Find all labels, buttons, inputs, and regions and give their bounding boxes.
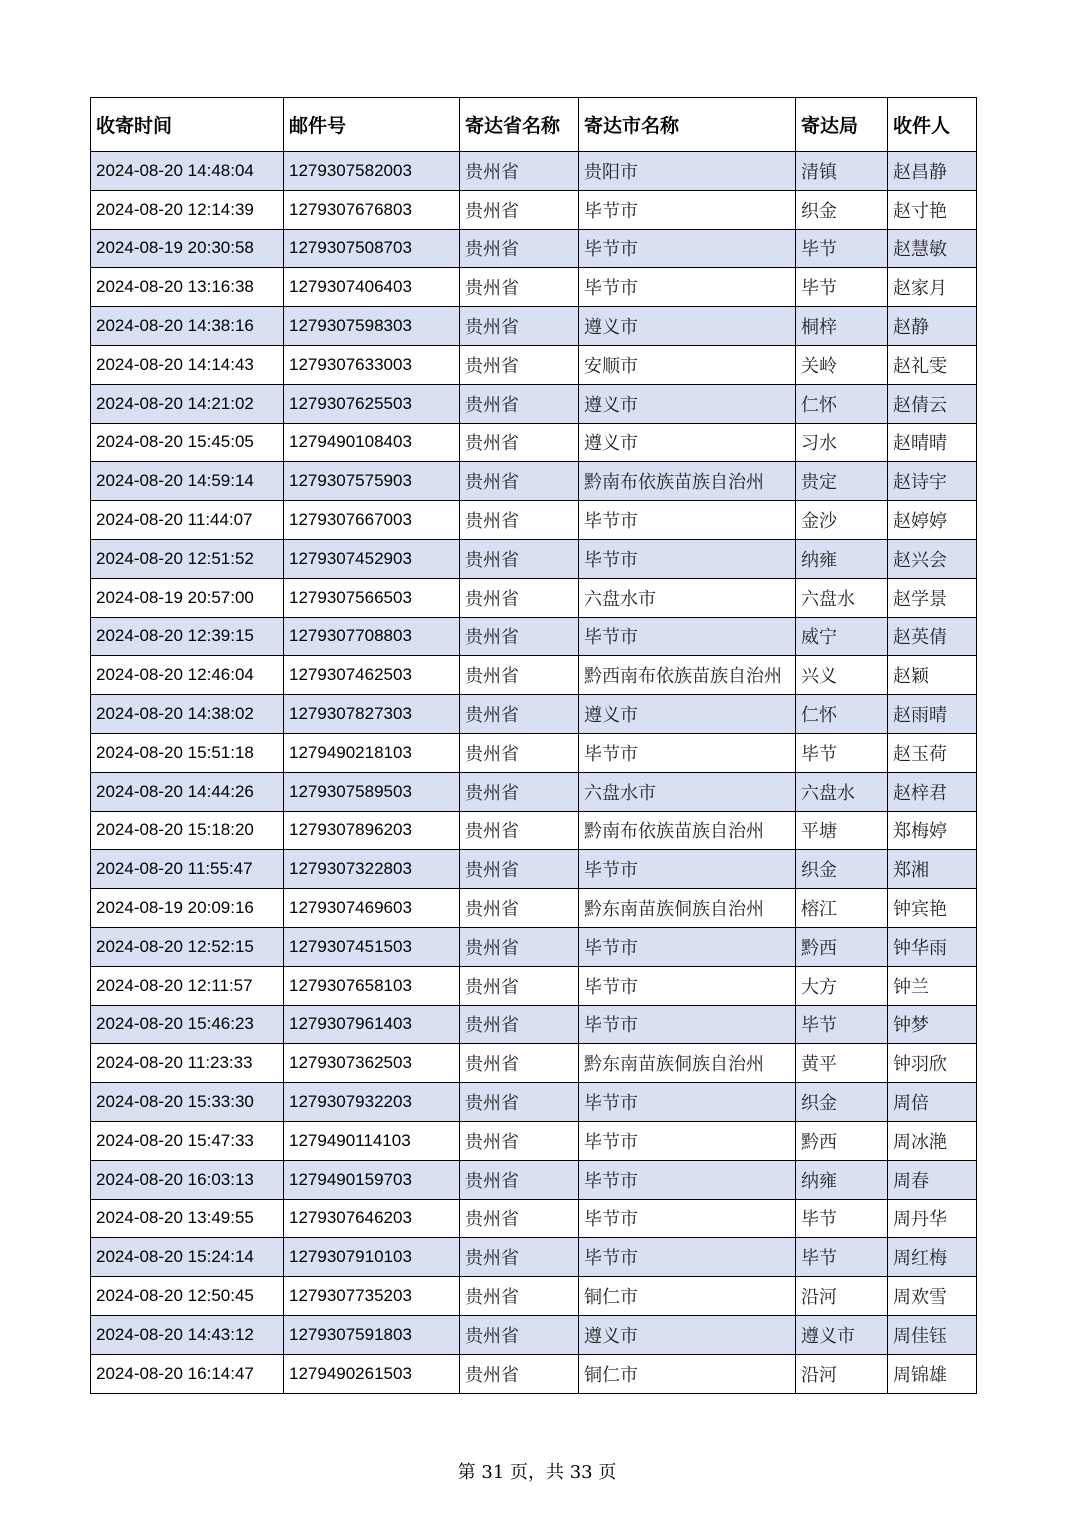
cell-dest-city: 毕节市 [579, 1121, 796, 1160]
header-mail-number: 邮件号 [284, 98, 460, 152]
cell-dest-province: 贵州省 [460, 462, 579, 501]
cell-dest-province: 贵州省 [460, 539, 579, 578]
table-row [91, 1199, 977, 1238]
cell-recipient: 赵家月 [888, 268, 977, 307]
table-row [91, 152, 977, 191]
cell-posting-time: 2024-08-20 14:59:14 [91, 462, 284, 501]
cell-dest-city: 黔南布依族苗族自治州 [579, 811, 796, 850]
cell-dest-province: 贵州省 [460, 152, 579, 191]
cell-dest-province: 贵州省 [460, 1277, 579, 1316]
cell-dest-city: 铜仁市 [579, 1277, 796, 1316]
cell-posting-time: 2024-08-19 20:30:58 [91, 229, 284, 268]
cell-dest-office: 黔西 [796, 927, 888, 966]
cell-mail-number: 1279307591803 [284, 1315, 460, 1354]
table-row [91, 190, 977, 229]
cell-recipient: 郑湘 [888, 850, 977, 889]
cell-dest-province: 贵州省 [460, 889, 579, 928]
cell-mail-number: 1279307625503 [284, 384, 460, 423]
cell-dest-province: 贵州省 [460, 345, 579, 384]
cell-dest-province: 贵州省 [460, 1083, 579, 1122]
table-row [91, 1083, 977, 1122]
table-row [91, 927, 977, 966]
cell-posting-time: 2024-08-20 14:38:02 [91, 695, 284, 734]
page-footer: 第 31 页，共 33 页 [457, 1462, 617, 1483]
cell-posting-time: 2024-08-20 12:14:39 [91, 190, 284, 229]
cell-mail-number: 1279307566503 [284, 578, 460, 617]
table-row [91, 1277, 977, 1316]
cell-posting-time: 2024-08-20 13:16:38 [91, 268, 284, 307]
cell-dest-office: 威宁 [796, 617, 888, 656]
cell-posting-time: 2024-08-20 12:39:15 [91, 617, 284, 656]
cell-posting-time: 2024-08-20 16:03:13 [91, 1160, 284, 1199]
table-row [91, 1354, 977, 1393]
cell-mail-number: 1279307451503 [284, 927, 460, 966]
cell-dest-city: 遵义市 [579, 307, 796, 346]
table-row [91, 772, 977, 811]
cell-dest-province: 贵州省 [460, 811, 579, 850]
cell-dest-office: 金沙 [796, 501, 888, 540]
cell-posting-time: 2024-08-20 14:44:26 [91, 772, 284, 811]
cell-posting-time: 2024-08-20 12:51:52 [91, 539, 284, 578]
cell-mail-number: 1279307575903 [284, 462, 460, 501]
cell-dest-city: 黔西南布依族苗族自治州 [579, 656, 796, 695]
cell-dest-city: 毕节市 [579, 190, 796, 229]
cell-dest-office: 仁怀 [796, 384, 888, 423]
table-row [91, 539, 977, 578]
cell-posting-time: 2024-08-20 15:47:33 [91, 1121, 284, 1160]
cell-dest-city: 毕节市 [579, 268, 796, 307]
table-row [91, 1121, 977, 1160]
cell-dest-office: 织金 [796, 1083, 888, 1122]
table-row [91, 1005, 977, 1044]
table-body [91, 152, 977, 1394]
table-row [91, 307, 977, 346]
cell-posting-time: 2024-08-19 20:09:16 [91, 889, 284, 928]
cell-mail-number: 1279490261503 [284, 1354, 460, 1393]
cell-dest-office: 仁怀 [796, 695, 888, 734]
cell-dest-office: 毕节 [796, 1238, 888, 1277]
cell-dest-province: 贵州省 [460, 772, 579, 811]
table-row [91, 733, 977, 772]
cell-dest-city: 遵义市 [579, 384, 796, 423]
table-row [91, 966, 977, 1005]
header-dest-office: 寄达局 [796, 98, 888, 152]
cell-posting-time: 2024-08-20 15:33:30 [91, 1083, 284, 1122]
cell-dest-city: 贵阳市 [579, 152, 796, 191]
cell-dest-province: 贵州省 [460, 733, 579, 772]
cell-dest-province: 贵州省 [460, 1354, 579, 1393]
cell-dest-province: 贵州省 [460, 1044, 579, 1083]
table-row [91, 811, 977, 850]
cell-dest-office: 纳雍 [796, 539, 888, 578]
cell-recipient: 赵婷婷 [888, 501, 977, 540]
cell-mail-number: 1279307633003 [284, 345, 460, 384]
cell-mail-number: 1279307896203 [284, 811, 460, 850]
table-row [91, 1238, 977, 1277]
table-row [91, 384, 977, 423]
cell-dest-city: 毕节市 [579, 850, 796, 889]
cell-dest-city: 遵义市 [579, 695, 796, 734]
cell-dest-city: 毕节市 [579, 617, 796, 656]
cell-posting-time: 2024-08-20 15:51:18 [91, 733, 284, 772]
cell-recipient: 钟华雨 [888, 927, 977, 966]
cell-dest-office: 毕节 [796, 733, 888, 772]
header-recipient: 收件人 [888, 98, 977, 152]
cell-dest-city: 毕节市 [579, 539, 796, 578]
cell-dest-office: 沿河 [796, 1354, 888, 1393]
cell-recipient: 周冰滟 [888, 1121, 977, 1160]
cell-dest-office: 贵定 [796, 462, 888, 501]
cell-dest-city: 毕节市 [579, 1083, 796, 1122]
cell-dest-city: 毕节市 [579, 1238, 796, 1277]
cell-posting-time: 2024-08-20 14:38:16 [91, 307, 284, 346]
table-row [91, 889, 977, 928]
cell-dest-province: 贵州省 [460, 501, 579, 540]
cell-recipient: 赵梓君 [888, 772, 977, 811]
cell-recipient: 赵兴会 [888, 539, 977, 578]
cell-dest-city: 毕节市 [579, 927, 796, 966]
cell-dest-city: 毕节市 [579, 966, 796, 1005]
cell-recipient: 赵学景 [888, 578, 977, 617]
header-posting-time: 收寄时间 [91, 98, 284, 152]
cell-dest-province: 贵州省 [460, 1199, 579, 1238]
table-header-row [91, 98, 977, 152]
table-row [91, 501, 977, 540]
cell-recipient: 赵寸艳 [888, 190, 977, 229]
cell-posting-time: 2024-08-20 11:23:33 [91, 1044, 284, 1083]
cell-recipient: 周倍 [888, 1083, 977, 1122]
cell-posting-time: 2024-08-20 14:43:12 [91, 1315, 284, 1354]
table-row [91, 850, 977, 889]
cell-dest-city: 毕节市 [579, 1005, 796, 1044]
cell-dest-province: 贵州省 [460, 268, 579, 307]
cell-posting-time: 2024-08-20 15:18:20 [91, 811, 284, 850]
cell-dest-province: 贵州省 [460, 656, 579, 695]
table-row [91, 1315, 977, 1354]
cell-posting-time: 2024-08-20 11:44:07 [91, 501, 284, 540]
cell-dest-province: 贵州省 [460, 578, 579, 617]
cell-dest-city: 毕节市 [579, 229, 796, 268]
cell-dest-city: 毕节市 [579, 1199, 796, 1238]
cell-posting-time: 2024-08-20 12:50:45 [91, 1277, 284, 1316]
table-row [91, 423, 977, 462]
cell-mail-number: 1279490114103 [284, 1121, 460, 1160]
cell-mail-number: 1279307582003 [284, 152, 460, 191]
cell-dest-office: 习水 [796, 423, 888, 462]
cell-mail-number: 1279307658103 [284, 966, 460, 1005]
table-row [91, 462, 977, 501]
cell-dest-province: 贵州省 [460, 927, 579, 966]
cell-recipient: 钟梦 [888, 1005, 977, 1044]
cell-recipient: 赵慧敏 [888, 229, 977, 268]
cell-mail-number: 1279490218103 [284, 733, 460, 772]
cell-dest-city: 毕节市 [579, 733, 796, 772]
cell-recipient: 周红梅 [888, 1238, 977, 1277]
cell-dest-province: 贵州省 [460, 384, 579, 423]
cell-dest-province: 贵州省 [460, 1315, 579, 1354]
cell-dest-province: 贵州省 [460, 1160, 579, 1199]
cell-dest-office: 大方 [796, 966, 888, 1005]
cell-dest-city: 六盘水市 [579, 578, 796, 617]
cell-mail-number: 1279307961403 [284, 1005, 460, 1044]
cell-dest-office: 平塘 [796, 811, 888, 850]
cell-recipient: 赵玉荷 [888, 733, 977, 772]
table-row [91, 617, 977, 656]
cell-mail-number: 1279307676803 [284, 190, 460, 229]
cell-posting-time: 2024-08-20 15:46:23 [91, 1005, 284, 1044]
cell-dest-office: 六盘水 [796, 772, 888, 811]
cell-recipient: 周春 [888, 1160, 977, 1199]
table-row [91, 268, 977, 307]
cell-recipient: 周丹华 [888, 1199, 977, 1238]
cell-dest-province: 贵州省 [460, 695, 579, 734]
cell-dest-city: 铜仁市 [579, 1354, 796, 1393]
table-row [91, 656, 977, 695]
cell-mail-number: 1279490159703 [284, 1160, 460, 1199]
header-dest-city: 寄达市名称 [579, 98, 796, 152]
cell-mail-number: 1279307735203 [284, 1277, 460, 1316]
cell-recipient: 周欢雪 [888, 1277, 977, 1316]
cell-dest-office: 毕节 [796, 1005, 888, 1044]
cell-dest-province: 贵州省 [460, 307, 579, 346]
cell-mail-number: 1279307362503 [284, 1044, 460, 1083]
cell-recipient: 赵雨晴 [888, 695, 977, 734]
cell-dest-city: 毕节市 [579, 1160, 796, 1199]
cell-recipient: 钟兰 [888, 966, 977, 1005]
cell-recipient: 赵颖 [888, 656, 977, 695]
cell-dest-office: 毕节 [796, 229, 888, 268]
cell-dest-office: 榕江 [796, 889, 888, 928]
cell-dest-office: 纳雍 [796, 1160, 888, 1199]
cell-dest-city: 黔东南苗族侗族自治州 [579, 889, 796, 928]
cell-posting-time: 2024-08-20 12:46:04 [91, 656, 284, 695]
cell-dest-city: 安顺市 [579, 345, 796, 384]
cell-mail-number: 1279307932203 [284, 1083, 460, 1122]
cell-mail-number: 1279307827303 [284, 695, 460, 734]
cell-recipient: 周佳钰 [888, 1315, 977, 1354]
cell-mail-number: 1279307508703 [284, 229, 460, 268]
cell-mail-number: 1279307708803 [284, 617, 460, 656]
cell-dest-city: 遵义市 [579, 423, 796, 462]
cell-dest-office: 关岭 [796, 345, 888, 384]
cell-posting-time: 2024-08-20 15:45:05 [91, 423, 284, 462]
cell-dest-city: 遵义市 [579, 1315, 796, 1354]
cell-dest-city: 毕节市 [579, 501, 796, 540]
cell-mail-number: 1279307406403 [284, 268, 460, 307]
cell-mail-number: 1279307322803 [284, 850, 460, 889]
cell-recipient: 钟羽欣 [888, 1044, 977, 1083]
cell-posting-time: 2024-08-20 11:55:47 [91, 850, 284, 889]
cell-dest-province: 贵州省 [460, 966, 579, 1005]
cell-posting-time: 2024-08-20 12:52:15 [91, 927, 284, 966]
cell-recipient: 周锦雄 [888, 1354, 977, 1393]
cell-posting-time: 2024-08-20 14:48:04 [91, 152, 284, 191]
cell-dest-office: 毕节 [796, 268, 888, 307]
cell-dest-office: 清镇 [796, 152, 888, 191]
table-row [91, 229, 977, 268]
cell-dest-office: 桐梓 [796, 307, 888, 346]
cell-recipient: 赵晴晴 [888, 423, 977, 462]
cell-recipient: 赵静 [888, 307, 977, 346]
table-row [91, 695, 977, 734]
cell-dest-province: 贵州省 [460, 617, 579, 656]
cell-dest-province: 贵州省 [460, 423, 579, 462]
mail-record-table [90, 97, 977, 1394]
cell-posting-time: 2024-08-20 14:14:43 [91, 345, 284, 384]
cell-posting-time: 2024-08-20 16:14:47 [91, 1354, 284, 1393]
cell-recipient: 赵诗宇 [888, 462, 977, 501]
cell-mail-number: 1279307598303 [284, 307, 460, 346]
cell-posting-time: 2024-08-19 20:57:00 [91, 578, 284, 617]
cell-dest-province: 贵州省 [460, 190, 579, 229]
cell-posting-time: 2024-08-20 14:21:02 [91, 384, 284, 423]
cell-dest-city: 黔南布依族苗族自治州 [579, 462, 796, 501]
cell-dest-province: 贵州省 [460, 229, 579, 268]
cell-recipient: 钟宾艳 [888, 889, 977, 928]
cell-recipient: 郑梅婷 [888, 811, 977, 850]
cell-dest-office: 织金 [796, 850, 888, 889]
table-row [91, 345, 977, 384]
cell-dest-office: 黄平 [796, 1044, 888, 1083]
header-dest-province: 寄达省名称 [460, 98, 579, 152]
cell-mail-number: 1279307452903 [284, 539, 460, 578]
cell-dest-office: 织金 [796, 190, 888, 229]
table-row [91, 1160, 977, 1199]
cell-dest-office: 兴义 [796, 656, 888, 695]
table-row [91, 578, 977, 617]
cell-dest-office: 遵义市 [796, 1315, 888, 1354]
cell-mail-number: 1279307910103 [284, 1238, 460, 1277]
cell-posting-time: 2024-08-20 12:11:57 [91, 966, 284, 1005]
cell-mail-number: 1279307462503 [284, 656, 460, 695]
cell-mail-number: 1279307646203 [284, 1199, 460, 1238]
cell-posting-time: 2024-08-20 15:24:14 [91, 1238, 284, 1277]
cell-posting-time: 2024-08-20 13:49:55 [91, 1199, 284, 1238]
cell-mail-number: 1279307469603 [284, 889, 460, 928]
cell-dest-office: 黔西 [796, 1121, 888, 1160]
cell-dest-office: 六盘水 [796, 578, 888, 617]
cell-dest-city: 六盘水市 [579, 772, 796, 811]
cell-dest-office: 沿河 [796, 1277, 888, 1316]
cell-mail-number: 1279490108403 [284, 423, 460, 462]
cell-dest-office: 毕节 [796, 1199, 888, 1238]
cell-dest-province: 贵州省 [460, 1121, 579, 1160]
cell-recipient: 赵倩云 [888, 384, 977, 423]
cell-recipient: 赵礼雯 [888, 345, 977, 384]
cell-dest-city: 黔东南苗族侗族自治州 [579, 1044, 796, 1083]
cell-mail-number: 1279307667003 [284, 501, 460, 540]
cell-dest-province: 贵州省 [460, 850, 579, 889]
cell-dest-province: 贵州省 [460, 1005, 579, 1044]
cell-dest-province: 贵州省 [460, 1238, 579, 1277]
table-row [91, 1044, 977, 1083]
cell-mail-number: 1279307589503 [284, 772, 460, 811]
cell-recipient: 赵英倩 [888, 617, 977, 656]
cell-recipient: 赵昌静 [888, 152, 977, 191]
